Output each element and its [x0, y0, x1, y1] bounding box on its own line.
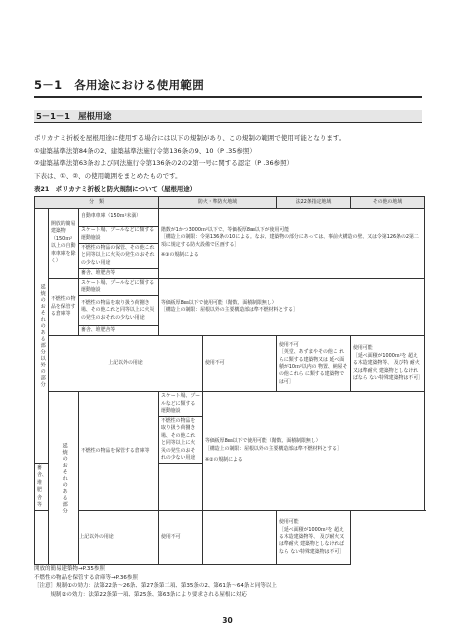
- use-item: 畜舎、堆肥舎等: [35, 464, 49, 511]
- footnote: 規制②の効力：法第22条第一項、第25条、第63条により要求される屋根に対応: [34, 591, 247, 598]
- rule-text: ［構造上の制限：屋根以外の主要構造部は準不燃材料とする］: [205, 445, 342, 452]
- rule-cell: [203, 392, 425, 511]
- footnote: 開放的簡易建築物→P.35参照: [34, 566, 105, 572]
- rule-text: ［構造上の制限：屋根以外の主要構造部は準不燃材料とする］: [161, 307, 298, 314]
- fire-regulation-table: [34, 196, 425, 565]
- other-zone-cell: 使用可能 ［延べ面積が1000ｍ²を 超える木造建築物等、 及び特 耐火又は準耐火 建築物としなければなら ない特殊建築物は不可］: [351, 336, 425, 392]
- rule-text: 階数が1かつ3000ｍ²以下で、等価板厚8㎜以下が使用可能: [161, 226, 290, 233]
- footnote: 不燃性の物品を保管する倉庫等→P.36参照: [34, 574, 138, 581]
- subsection-heading: 5－1－1 屋根用途: [34, 110, 422, 123]
- table-header-row: [35, 197, 425, 209]
- table-row: [35, 392, 425, 417]
- other-uses-label: 上記以外の用途: [49, 336, 203, 392]
- intro-line: ②建築基準法第63条および同法施行令第136条の2の2第一号に関する認定（P .36参照）: [34, 159, 294, 167]
- open-structure-label: 開放的簡易建築物（150ｍ²以上の自動車車庫を除く）: [49, 208, 79, 278]
- footnote: ［注意］規制①の効力：法第22条〜26条、第27条第二項、第35条の2、第61条〜64条と同等以上: [34, 583, 277, 589]
- table-row: [35, 336, 425, 392]
- rule-text: ［構造上の制限：令第136条の10による。なお、建築物の部分にあっては、事前火構造の壁、又は令第126条の2第二項に規定する防火設備で区画する］: [161, 234, 419, 248]
- page-number: 30: [222, 616, 233, 625]
- use-item: 自動車車庫（150ｍ²未満）: [79, 208, 159, 226]
- art22-zone-cell: 使用不可 ［英堂、あずまやその他こ れらに類する建築物又は 延べ面積が10ｍ²以内の 物置、納屋その他これら に類する建築物では可］: [277, 336, 351, 392]
- intro-line: 下表は、①、②、の使用範囲をまとめたものです。: [34, 171, 182, 180]
- other-zone-cell: 使用可能 ［延べ面積が1000ｍ²を 超える木造建築物等、 及び耐火又は準耐火 建築物としなければなら ない特殊建築物は不可］: [277, 511, 351, 565]
- use-item: 畜舎、堆肥舎等: [79, 326, 159, 336]
- use-item: 不燃性の物品を取り扱う荷捌き場、その他これと同等以上に火災の発生のおそれの少ない用途: [159, 417, 203, 464]
- rule-text: 等価板厚8㎜以下で使用可能（階数、面積制限無し）: [161, 299, 277, 306]
- group-label-text: 延焼のおそれのある部分以外の部分: [39, 283, 46, 388]
- use-item: スケート場、プールなどに類する運動施設: [159, 392, 203, 417]
- use-item: スケート場、プールなどに類する運動施設: [79, 279, 159, 296]
- use-item: 不燃性の物品の保管、その他これと同等以上に火災の発生のおそれの少ない用途: [79, 244, 159, 269]
- rule-cell: [159, 279, 425, 336]
- use-item: スケート場、プールなどに類する運動施設: [79, 226, 159, 243]
- table-row: [35, 279, 425, 296]
- section-heading: 5－1 各用途における使用範囲: [34, 77, 422, 98]
- table-caption: 表21 ポリカナミ折板と防火規制について（屋根用途）: [34, 185, 197, 193]
- rule-cell: [159, 208, 425, 278]
- art22-zone-cell: [203, 511, 277, 565]
- fire-zone-cell: 使用不可: [203, 336, 277, 392]
- header-art22-zone: 法22条指定地域: [277, 197, 351, 209]
- noncombustible-storage-label: 不燃性の物品を保管する倉庫等: [49, 279, 79, 336]
- table-row: [35, 208, 425, 226]
- group-label-text: 延焼のおそれのある部分: [61, 442, 68, 515]
- rule-note: ※③の規制による: [161, 252, 199, 259]
- header-fire-zone: 防火・準防火地域: [159, 197, 277, 209]
- other-uses-label: 上記以外の用途: [35, 511, 159, 565]
- use-item: 畜舎、堆肥舎等: [79, 269, 159, 279]
- rule-note: ※②の規制による: [205, 457, 243, 464]
- rule-text: 等価板厚8㎜以下で使用可能（階数、面積制限無し）: [205, 438, 321, 445]
- group-label-not-spread: [35, 208, 49, 464]
- header-other-zone: その他の地域: [351, 197, 425, 209]
- intro-line: ポリカナミ折板を屋根用途に使用する場合には以下の規制があり、この規制の範囲で使用可能となります。: [34, 134, 346, 142]
- fire-zone-cell: 使用不可: [159, 511, 203, 565]
- table-row: [35, 511, 425, 565]
- intro-paragraph: [34, 132, 426, 182]
- use-item: 不燃性の物品を取り扱う荷捌き場、その他これと同等以上に火災の発生のおそれの少ない用途: [79, 296, 159, 326]
- intro-line: ①建築基準法第84条の2、建築基準法施行令第136条の9、10（P .35参照）: [34, 146, 256, 155]
- header-classification: 分 類: [35, 197, 159, 209]
- footnotes: [34, 565, 426, 599]
- noncombustible-storage-label: 不燃性の物品を保管する倉庫等: [79, 392, 159, 511]
